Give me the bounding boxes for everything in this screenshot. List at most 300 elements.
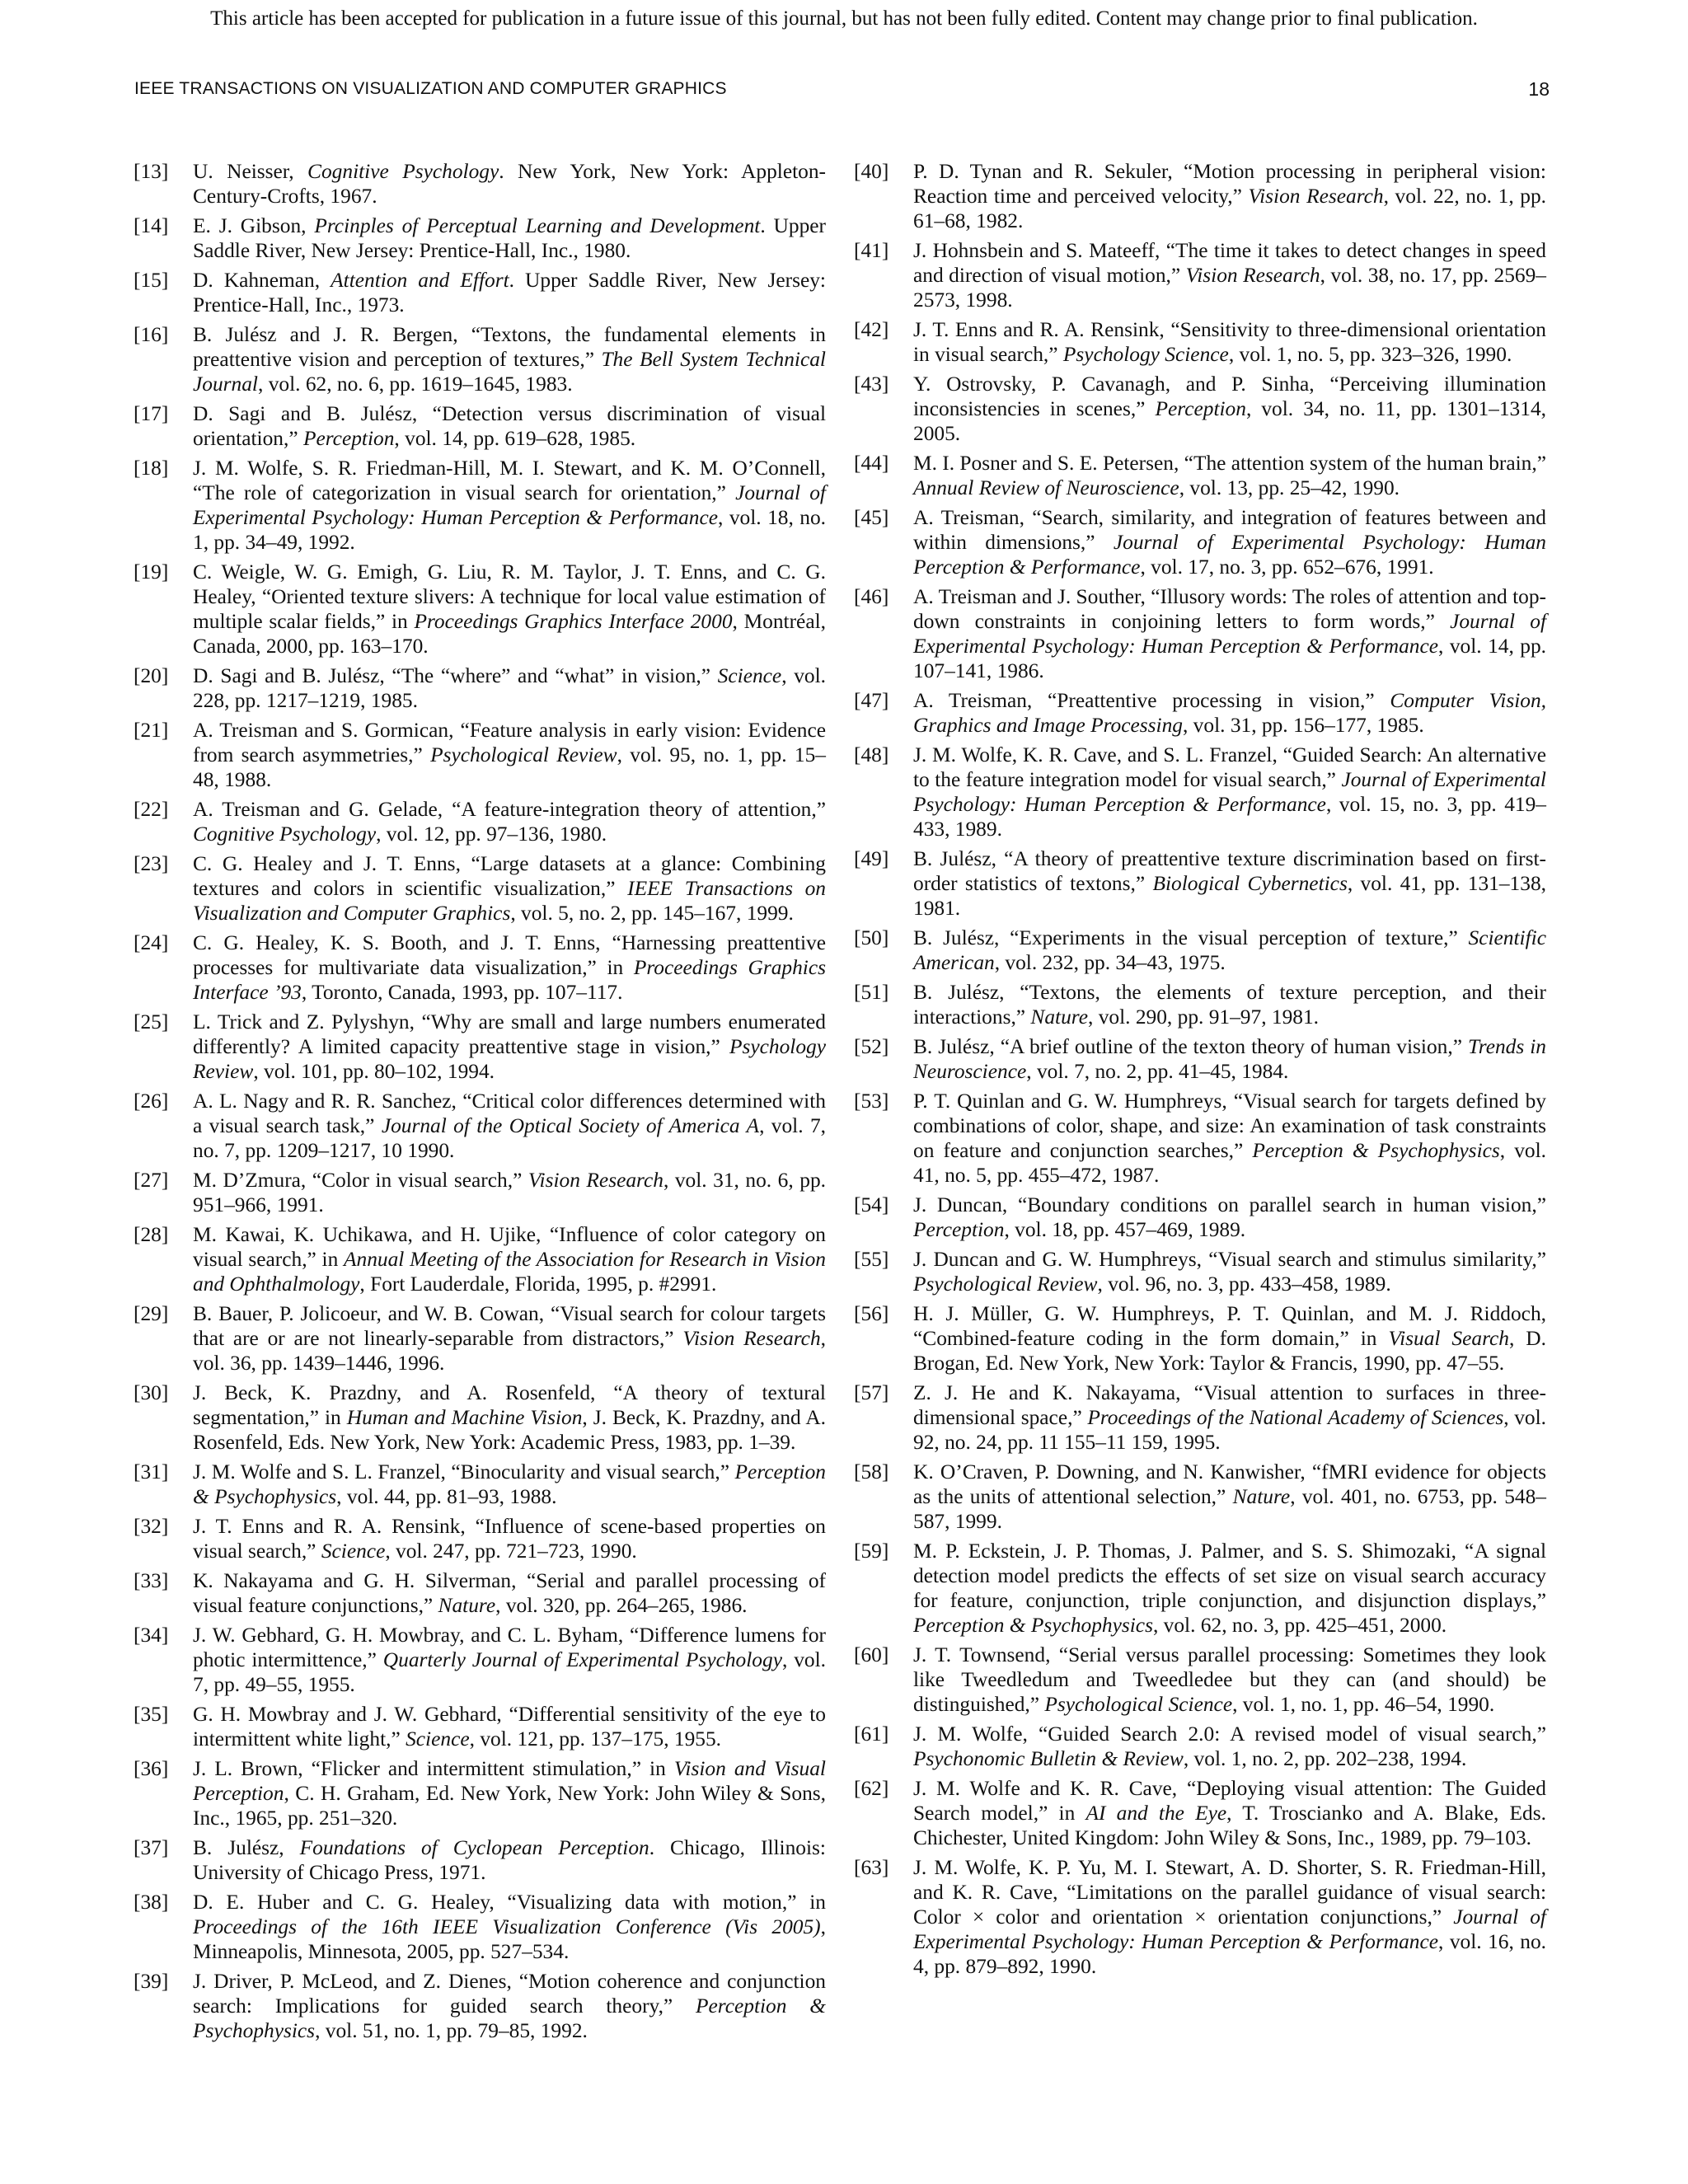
reference-segment: , Fort Lauderdale, Florida, 1995, p. #2991.: [359, 1272, 717, 1296]
reference-venue: Psychology Science: [1062, 343, 1229, 366]
reference-number: [32]: [134, 1515, 169, 1538]
reference-venue: Science: [717, 664, 782, 687]
reference-entry: [134, 456, 826, 555]
reference-segment: , vol. 17, no. 3, pp. 652–676, 1991.: [1140, 555, 1434, 579]
reference-segment: A. Treisman, “Preattentive processing in vision,”: [913, 689, 1390, 712]
reference-number: [15]: [134, 269, 169, 292]
reference-entry: [854, 743, 1546, 841]
reference-venue: Journal of Experimental Psychology: Human Perception & Performance: [913, 1905, 1546, 1953]
reference-entry: [854, 1380, 1546, 1455]
reference-venue: Proceedings of the 16th IEEE Visualization Conference (Vis 2005): [193, 1915, 821, 1938]
reference-segment: , vol. 31, no. 6, pp. 951–966, 1991.: [193, 1169, 826, 1216]
reference-text: [193, 401, 826, 451]
reference-venue: Proceedings Graphics Interface 2000: [414, 610, 733, 633]
reference-entry: [854, 926, 1546, 975]
reference-text: [913, 1301, 1546, 1376]
reference-segment: C. G. Healey, K. S. Booth, and J. T. Enns, “Harnessing preattentive processes for multivariate data visualization,” in: [193, 931, 826, 979]
reference-venue: Visual Search: [1388, 1327, 1509, 1350]
reference-segment: , vol. 401, no. 6753, pp. 548–587, 1999.: [913, 1485, 1546, 1533]
reference-segment: , vol. 51, no. 1, pp. 79–85, 1992.: [315, 2019, 588, 2042]
reference-number: [63]: [854, 1856, 889, 1879]
reference-number: [17]: [134, 402, 169, 425]
reference-text: [193, 456, 826, 555]
reference-segment: , J. Beck, K. Prazdny, and A. Rosenfeld, Eds. New York, New York: Academic Press, 1983, pp. 1–39.: [193, 1406, 826, 1454]
reference-segment: B. Julész and J. R. Bergen, “Textons, the fundamental elements in preattentive vision and perception of textures,”: [193, 323, 826, 371]
reference-entry: [134, 1301, 826, 1376]
page-number: 18: [1528, 78, 1550, 100]
reference-number: [20]: [134, 664, 169, 687]
reference-venue: Journal of Experimental Psychology: Human Perception & Performance: [193, 481, 826, 529]
reference-venue: Vision Research: [1248, 185, 1384, 208]
reference-segment: , T. Troscianko and A. Blake, Eds. Chichester, United Kingdom: John Wiley & Sons, Inc., 1989, pp. 79–103.: [913, 1802, 1546, 1849]
reference-segment: , vol. 18, pp. 457–469, 1989.: [1004, 1218, 1246, 1241]
reference-entry: [854, 1193, 1546, 1242]
reference-text: [913, 980, 1546, 1029]
reference-text: [193, 1890, 826, 1964]
reference-segment: , vol. 95, no. 1, pp. 15–48, 1988.: [193, 743, 826, 791]
reference-segment: , vol. 290, pp. 91–97, 1981.: [1088, 1005, 1320, 1029]
reference-entry: [134, 560, 826, 658]
reference-venue: Biological Cybernetics: [1152, 872, 1348, 895]
reference-venue: Perception: [1155, 397, 1246, 420]
reference-venue: AI and the Eye: [1085, 1802, 1227, 1825]
reference-segment: , vol. 228, pp. 1217–1219, 1985.: [193, 664, 826, 712]
reference-number: [55]: [854, 1248, 889, 1271]
reference-text: [193, 663, 826, 713]
reference-number: [62]: [854, 1777, 889, 1800]
reference-venue: Psychonomic Bulletin & Review: [913, 1747, 1184, 1770]
reference-number: [61]: [854, 1722, 889, 1746]
reference-entry: [854, 451, 1546, 500]
reference-entry: [134, 1890, 826, 1964]
reference-venue: Trends in Neuroscience: [913, 1035, 1546, 1083]
reference-text: [913, 926, 1546, 975]
reference-number: [23]: [134, 852, 169, 875]
reference-segment: , vol. 31, pp. 156–177, 1985.: [1182, 714, 1424, 737]
reference-segment: B. Julész, “Experiments in the visual perception of texture,”: [913, 926, 1469, 949]
reference-entry: [134, 797, 826, 846]
reference-number: [36]: [134, 1757, 169, 1780]
reference-segment: , vol. 38, no. 17, pp. 2569–2573, 1998.: [913, 264, 1546, 312]
reference-segment: J. T. Enns and R. A. Rensink, “Influence of scene-based properties on visual search,”: [193, 1515, 826, 1563]
reference-number: [56]: [854, 1302, 889, 1325]
reference-entry: [854, 238, 1546, 312]
reference-number: [53]: [854, 1090, 889, 1113]
reference-segment: J. Duncan and G. W. Humphreys, “Visual search and stimulus similarity,”: [913, 1248, 1546, 1271]
reference-entry: [134, 1089, 826, 1163]
reference-number: [49]: [854, 847, 889, 870]
reference-segment: , vol. 41, no. 5, pp. 455–472, 1987.: [913, 1139, 1546, 1187]
reference-segment: J. W. Gebhard, G. H. Mowbray, and C. L. Byham, “Difference lumens for photic intermittence,”: [193, 1624, 826, 1671]
reference-entry: [134, 322, 826, 396]
reference-text: [193, 1835, 826, 1885]
reference-entry: [134, 1010, 826, 1084]
reference-entry: [134, 851, 826, 926]
reference-venue: Journal of Experimental Psychology: Human Perception & Performance: [913, 610, 1546, 658]
reference-text: [193, 797, 826, 846]
reference-segment: , D. Brogan, Ed. New York, New York: Taylor & Francis, 1990, pp. 47–55.: [913, 1327, 1546, 1375]
reference-entry: [134, 159, 826, 209]
reference-number: [13]: [134, 160, 169, 183]
reference-entry: [854, 1855, 1546, 1979]
reference-text: [193, 268, 826, 317]
reference-text: [193, 1460, 826, 1509]
reference-text: [193, 1568, 826, 1618]
reference-entry: [854, 159, 1546, 233]
reference-venue: Nature: [438, 1594, 496, 1617]
reference-segment: , vol. 34, no. 11, pp. 1301–1314, 2005.: [913, 397, 1546, 445]
reference-segment: , vol. 5, no. 2, pp. 145–167, 1999.: [510, 902, 794, 925]
reference-segment: Y. Ostrovsky, P. Cavanagh, and P. Sinha, “Perceiving illumination inconsistencies in scenes,”: [913, 373, 1546, 420]
reference-text: [913, 688, 1546, 738]
reference-number: [59]: [854, 1540, 889, 1563]
reference-segment: , vol. 22, no. 1, pp. 61–68, 1982.: [913, 185, 1547, 232]
reference-segment: , vol. 92, no. 24, pp. 11 155–11 159, 1995.: [913, 1406, 1547, 1454]
reference-segment: J. M. Wolfe, K. R. Cave, and S. L. Franzel, “Guided Search: An alternative to the feature integration model for visual search,”: [913, 743, 1546, 791]
reference-segment: Z. J. He and K. Nakayama, “Visual attention to surfaces in three-dimensional space,”: [913, 1381, 1546, 1429]
reference-number: [54]: [854, 1193, 889, 1216]
reference-entry: [134, 401, 826, 451]
reference-venue: Foundations of Cyclopean Perception: [299, 1836, 649, 1859]
reference-text: [913, 1380, 1546, 1455]
reference-text: [193, 1168, 826, 1217]
reference-venue: Psychological Review: [913, 1272, 1098, 1296]
reference-entry: [134, 1756, 826, 1830]
reference-text: [193, 1702, 826, 1751]
reference-segment: , vol. 62, no. 6, pp. 1619–1645, 1983.: [258, 373, 573, 396]
reference-segment: J. M. Wolfe, K. P. Yu, M. I. Stewart, A. D. Shorter, S. R. Friedman-Hill, and K. R. Cave, “Limitations on the parallel guidance of visual search: Color × color and orientation × orientation conjunctions,”: [913, 1856, 1546, 1929]
reference-segment: , vol. 12, pp. 97–136, 1980.: [376, 823, 607, 846]
reference-text: [193, 930, 826, 1005]
reference-segment: , vol. 1, no. 1, pp. 46–54, 1990.: [1232, 1693, 1495, 1716]
reference-entry: [854, 980, 1546, 1029]
reference-number: [38]: [134, 1891, 169, 1914]
reference-entry: [134, 930, 826, 1005]
running-head: IEEE TRANSACTIONS ON VISUALIZATION AND COMPUTER GRAPHICS: [134, 79, 727, 98]
reference-entry: [854, 1460, 1546, 1534]
reference-segment: , vol. 247, pp. 721–723, 1990.: [385, 1540, 637, 1563]
reference-segment: U. Neisser,: [193, 160, 308, 183]
reference-entry: [134, 1623, 826, 1697]
reference-segment: P. T. Quinlan and G. W. Humphreys, “Visual search for targets defined by combinations of color, shape, and size: An examination of task constraints on feature and conjunction searches,”: [913, 1090, 1546, 1162]
reference-segment: J. T. Townsend, “Serial versus parallel processing: Sometimes they look like Tweedledum and Tweedledee but they can (and should) be distinguished,”: [913, 1643, 1546, 1716]
reference-venue: Annual Review of Neuroscience: [913, 476, 1179, 499]
reference-entry: [854, 1722, 1546, 1771]
reference-entry: [134, 1568, 826, 1618]
reference-text: [193, 1969, 826, 2043]
reference-segment: , Toronto, Canada, 1993, pp. 107–117.: [301, 981, 623, 1004]
reference-entry: [134, 663, 826, 713]
reference-text: [193, 213, 826, 263]
reference-segment: , vol. 36, pp. 1439–1446, 1996.: [193, 1327, 826, 1375]
reference-number: [18]: [134, 457, 169, 480]
reference-text: [913, 1193, 1546, 1242]
reference-segment: D. Kahneman,: [193, 269, 331, 292]
reference-venue: Perception & Psychophysics: [913, 1614, 1153, 1637]
reference-segment: , vol. 96, no. 3, pp. 433–458, 1989.: [1097, 1272, 1391, 1296]
reference-segment: . New York, New York: Appleton-Century-Crofts, 1967.: [193, 160, 827, 208]
reference-venue: Nature: [1030, 1005, 1089, 1029]
reference-entry: [854, 1247, 1546, 1296]
reference-segment: , vol. 1, no. 2, pp. 202–238, 1994.: [1183, 1747, 1467, 1770]
reference-venue: Psychology Review: [193, 1035, 826, 1083]
reference-segment: M. I. Posner and S. E. Petersen, “The attention system of the human brain,”: [913, 452, 1546, 475]
reference-number: [21]: [134, 719, 169, 742]
reference-entry: [134, 1380, 826, 1455]
reference-segment: G. H. Mowbray and J. W. Gebhard, “Differential sensitivity of the eye to intermittent white light,”: [193, 1703, 826, 1750]
reference-segment: , vol. 121, pp. 137–175, 1955.: [469, 1727, 722, 1750]
reference-segment: P. D. Tynan and R. Sekuler, “Motion processing in peripheral vision: Reaction time and perceived velocity,”: [913, 160, 1546, 208]
reference-text: [193, 1301, 826, 1376]
reference-entry: [134, 1168, 826, 1217]
reference-number: [51]: [854, 981, 889, 1004]
reference-segment: D. E. Huber and C. G. Healey, “Visualizing data with motion,” in: [193, 1891, 826, 1914]
reference-number: [22]: [134, 798, 169, 821]
reference-number: [39]: [134, 1970, 169, 1993]
reference-entry: [134, 1702, 826, 1751]
reference-segment: D. Sagi and B. Julész, “Detection versus discrimination of visual orientation,”: [193, 402, 826, 450]
reference-text: [913, 1855, 1546, 1979]
reference-number: [58]: [854, 1460, 889, 1483]
reference-venue: Perception: [913, 1218, 1005, 1241]
reference-segment: , vol. 1, no. 5, pp. 323–326, 1990.: [1228, 343, 1512, 366]
reference-venue: Science: [321, 1540, 386, 1563]
reference-number: [46]: [854, 585, 889, 608]
reference-segment: , vol. 7, pp. 49–55, 1955.: [193, 1648, 826, 1696]
reference-entry: [854, 1034, 1546, 1084]
reference-segment: , vol. 44, pp. 81–93, 1988.: [336, 1485, 557, 1508]
reference-venue: Journal of Experimental Psychology: Human Perception & Performance: [913, 531, 1546, 579]
reference-entry: [854, 688, 1546, 738]
reference-venue: Scientific American: [913, 926, 1546, 974]
reference-segment: J. T. Enns and R. A. Rensink, “Sensitivity to three-dimensional orientation in visual search,”: [913, 318, 1546, 366]
reference-segment: A. L. Nagy and R. R. Sanchez, “Critical color differences determined with a visual search task,”: [193, 1090, 826, 1137]
reference-venue: Psychological Review: [430, 743, 617, 766]
reference-segment: , vol. 14, pp. 619–628, 1985.: [394, 427, 636, 450]
reference-text: [193, 322, 826, 396]
reference-segment: D. Sagi and B. Julész, “The “where” and “what” in vision,”: [193, 664, 718, 687]
reference-venue: Annual Meeting of the Association for Research in Vision and Ophthalmology: [193, 1248, 826, 1296]
references-column-left: [134, 159, 826, 2048]
reference-segment: . Upper Saddle River, New Jersey: Prentice-Hall, Inc., 1973.: [193, 269, 826, 316]
reference-venue: Proceedings of the National Academy of Sciences: [1087, 1406, 1504, 1429]
reference-segment: , vol. 16, no. 4, pp. 879–892, 1990.: [913, 1930, 1546, 1978]
reference-text: [193, 1756, 826, 1830]
reference-segment: A. Treisman and S. Gormican, “Feature analysis in early vision: Evidence from search asymmetries,”: [193, 719, 826, 766]
reference-segment: J. M. Wolfe, S. R. Friedman-Hill, M. I. Stewart, and K. M. O’Connell, “The role of categorization in visual search for orientation,”: [193, 457, 826, 504]
reference-text: [913, 1643, 1546, 1717]
reference-segment: J. M. Wolfe and S. L. Franzel, “Binocularity and visual search,”: [193, 1460, 735, 1483]
reference-number: [52]: [854, 1035, 889, 1058]
reference-text: [913, 372, 1546, 446]
reference-venue: Nature: [1232, 1485, 1291, 1508]
reference-number: [28]: [134, 1223, 169, 1246]
reference-segment: E. J. Gibson,: [193, 214, 315, 237]
reference-text: [193, 1010, 826, 1084]
reference-segment: , vol. 320, pp. 264–265, 1986.: [495, 1594, 748, 1617]
reference-venue: Perception: [302, 427, 395, 450]
reference-venue: Journal of Experimental Psychology: Human Perception & Performance: [913, 768, 1546, 816]
reference-segment: , vol. 101, pp. 80–102, 1994.: [253, 1060, 495, 1083]
reference-entry: [854, 1089, 1546, 1188]
reference-venue: The Bell System Technical Journal: [193, 348, 826, 396]
reference-segment: , Minneapolis, Minnesota, 2005, pp. 527–534.: [193, 1915, 826, 1963]
reference-number: [37]: [134, 1836, 169, 1859]
reference-number: [19]: [134, 560, 169, 583]
reference-entry: [854, 317, 1546, 367]
reference-venue: Perception & Psychophysics: [1252, 1139, 1500, 1162]
reference-segment: J. M. Wolfe, “Guided Search 2.0: A revised model of visual search,”: [913, 1722, 1546, 1746]
reference-number: [50]: [854, 926, 889, 949]
reference-venue: Vision and Visual Perception: [193, 1757, 826, 1805]
reference-segment: A. Treisman and G. Gelade, “A feature-integration theory of attention,”: [193, 798, 826, 821]
reference-number: [42]: [854, 318, 889, 341]
reference-text: [913, 159, 1546, 233]
reference-entry: [134, 268, 826, 317]
reference-segment: H. J. Müller, G. W. Humphreys, P. T. Quinlan, and M. J. Riddoch, “Combined-feature coding in the form domain,” in: [913, 1302, 1546, 1350]
reference-entry: [854, 846, 1546, 921]
reference-segment: , C. H. Graham, Ed. New York, New York: John Wiley & Sons, Inc., 1965, pp. 251–320.: [193, 1782, 826, 1830]
reference-entry: [854, 1301, 1546, 1376]
reference-number: [29]: [134, 1302, 169, 1325]
reference-venue: Journal of the Optical Society of America A: [381, 1114, 760, 1137]
reference-entry: [854, 372, 1546, 446]
reference-number: [60]: [854, 1643, 889, 1666]
reference-segment: B. Bauer, P. Jolicoeur, and W. B. Cowan, “Visual search for colour targets that are or are not linearly-separable from distractors,”: [193, 1302, 826, 1350]
reference-entry: [134, 1514, 826, 1563]
reference-text: [913, 451, 1546, 500]
reference-number: [45]: [854, 506, 889, 529]
reference-segment: K. Nakayama and G. H. Silverman, “Serial and parallel processing of visual feature conjunctions,”: [193, 1569, 826, 1617]
reference-segment: J. Beck, K. Prazdny, and A. Rosenfeld, “A theory of textural segmentation,” in: [193, 1381, 826, 1429]
reference-number: [31]: [134, 1460, 169, 1483]
publication-notice: This article has been accepted for publication in a future issue of this journal, but has not been fully edited. Content may change prior to final publication.: [210, 7, 1478, 30]
reference-text: [913, 238, 1546, 312]
reference-number: [40]: [854, 160, 889, 183]
reference-venue: Proceedings Graphics Interface ’93: [193, 956, 826, 1004]
reference-entry: [134, 1969, 826, 2043]
reference-segment: C. G. Healey and J. T. Enns, “Large datasets at a glance: Combining textures and colors in scientific visualization,”: [193, 852, 826, 900]
reference-text: [913, 1722, 1546, 1771]
reference-venue: Vision Research: [1185, 264, 1320, 287]
reference-segment: . Upper Saddle River, New Jersey: Prentice-Hall, Inc., 1980.: [193, 214, 826, 262]
reference-segment: , vol. 232, pp. 34–43, 1975.: [994, 951, 1226, 974]
reference-venue: Perception & Psychophysics: [193, 1460, 826, 1508]
reference-text: [913, 1247, 1546, 1296]
reference-entry: [134, 213, 826, 263]
reference-text: [193, 1089, 826, 1163]
reference-segment: , vol. 7, no. 7, pp. 1209–1217, 10 1990.: [193, 1114, 827, 1162]
reference-number: [43]: [854, 373, 889, 396]
reference-entry: [134, 1222, 826, 1296]
reference-venue: IEEE Transactions on Visualization and Computer Graphics: [193, 877, 826, 925]
reference-text: [913, 1034, 1546, 1084]
reference-text: [193, 1222, 826, 1296]
reference-text: [913, 1776, 1546, 1850]
reference-entry: [134, 1835, 826, 1885]
reference-segment: J. Driver, P. McLeod, and Z. Dienes, “Motion coherence and conjunction search: Implications for guided search theory,”: [193, 1970, 826, 2018]
reference-text: [193, 851, 826, 926]
reference-segment: , vol. 14, pp. 107–141, 1986.: [913, 635, 1546, 682]
reference-number: [35]: [134, 1703, 169, 1726]
reference-entry: [854, 505, 1546, 579]
reference-text: [913, 505, 1546, 579]
reference-segment: , Montréal, Canada, 2000, pp. 163–170.: [193, 610, 826, 658]
reference-segment: , vol. 13, pp. 25–42, 1990.: [1179, 476, 1400, 499]
reference-number: [25]: [134, 1010, 169, 1033]
reference-text: [193, 159, 826, 209]
reference-segment: C. Weigle, W. G. Emigh, G. Liu, R. M. Taylor, J. T. Enns, and C. G. Healey, “Oriented texture slivers: A technique for local value estimation of multiple scalar fields,” in: [193, 560, 826, 633]
reference-segment: J. L. Brown, “Flicker and intermittent stimulation,” in: [193, 1757, 674, 1780]
reference-number: [47]: [854, 689, 889, 712]
reference-number: [26]: [134, 1090, 169, 1113]
reference-segment: M. P. Eckstein, J. P. Thomas, J. Palmer, and S. S. Shimozaki, “A signal detection model predicts the effects of set size on visual search accuracy for feature, conjunction, triple conjunction, and disjunction displays,”: [913, 1540, 1546, 1612]
reference-text: [913, 846, 1546, 921]
reference-segment: . Chicago, Illinois: University of Chicago Press, 1971.: [193, 1836, 826, 1884]
reference-segment: , vol. 15, no. 3, pp. 419–433, 1989.: [913, 793, 1546, 841]
reference-number: [27]: [134, 1169, 169, 1192]
reference-segment: L. Trick and Z. Pylyshyn, “Why are small and large numbers enumerated differently? A limited capacity preattentive stage in vision,”: [193, 1010, 826, 1058]
reference-venue: Prcinples of Perceptual Learning and Development: [314, 214, 761, 237]
reference-number: [14]: [134, 214, 169, 237]
reference-number: [57]: [854, 1381, 889, 1404]
reference-segment: K. O’Craven, P. Downing, and N. Kanwisher, “fMRI evidence for objects as the units of attentional selection,”: [913, 1460, 1546, 1508]
reference-text: [193, 1623, 826, 1697]
reference-segment: J. Hohnsbein and S. Mateeff, “The time it takes to detect changes in speed and direction of visual motion,”: [913, 239, 1546, 287]
reference-venue: Vision Research: [528, 1169, 663, 1192]
reference-segment: B. Julész, “Textons, the elements of texture perception, and their interactions,”: [913, 981, 1546, 1029]
reference-text: [193, 1380, 826, 1455]
reference-segment: , vol. 41, pp. 131–138, 1981.: [913, 872, 1546, 920]
reference-venue: Cognitive Psychology: [193, 823, 377, 846]
reference-text: [913, 1460, 1546, 1534]
reference-segment: M. D’Zmura, “Color in visual search,”: [193, 1169, 528, 1192]
reference-venue: Vision Research: [682, 1327, 821, 1350]
reference-segment: J. M. Wolfe and K. R. Cave, “Deploying visual attention: The Guided Search model,” in: [913, 1777, 1546, 1825]
reference-text: [193, 1514, 826, 1563]
references-column-right: [854, 159, 1546, 1984]
reference-entry: [134, 1460, 826, 1509]
reference-number: [44]: [854, 452, 889, 475]
reference-venue: Attention and Effort: [331, 269, 509, 292]
reference-number: [48]: [854, 743, 889, 766]
reference-segment: A. Treisman, “Search, similarity, and integration of features between and within dimensions,”: [913, 506, 1546, 554]
reference-venue: Cognitive Psychology: [307, 160, 499, 183]
reference-segment: , vol. 18, no. 1, pp. 34–49, 1992.: [193, 506, 826, 554]
reference-venue: Perception & Psychophysics: [193, 1994, 826, 2042]
reference-number: [33]: [134, 1569, 169, 1592]
reference-text: [913, 743, 1546, 841]
reference-text: [913, 1539, 1546, 1638]
reference-entry: [854, 1776, 1546, 1850]
reference-text: [193, 718, 826, 792]
reference-entry: [134, 718, 826, 792]
reference-number: [34]: [134, 1624, 169, 1647]
reference-segment: , vol. 62, no. 3, pp. 425–451, 2000.: [1152, 1614, 1447, 1637]
reference-segment: B. Julész, “A theory of preattentive texture discrimination based on first-order statistics of textons,”: [913, 847, 1546, 895]
reference-venue: Human and Machine Vision: [346, 1406, 583, 1429]
reference-venue: Psychological Science: [1044, 1693, 1233, 1716]
reference-segment: M. Kawai, K. Uchikawa, and H. Ujike, “Influence of color category on visual search,” in: [193, 1223, 826, 1271]
reference-number: [16]: [134, 323, 169, 346]
reference-segment: , vol. 7, no. 2, pp. 41–45, 1984.: [1026, 1060, 1289, 1083]
reference-number: [24]: [134, 931, 169, 954]
reference-text: [913, 584, 1546, 683]
reference-segment: B. Julész, “A brief outline of the texton theory of human vision,”: [913, 1035, 1469, 1058]
reference-entry: [854, 584, 1546, 683]
reference-entry: [854, 1539, 1546, 1638]
reference-segment: J. Duncan, “Boundary conditions on parallel search in human vision,”: [913, 1193, 1546, 1216]
